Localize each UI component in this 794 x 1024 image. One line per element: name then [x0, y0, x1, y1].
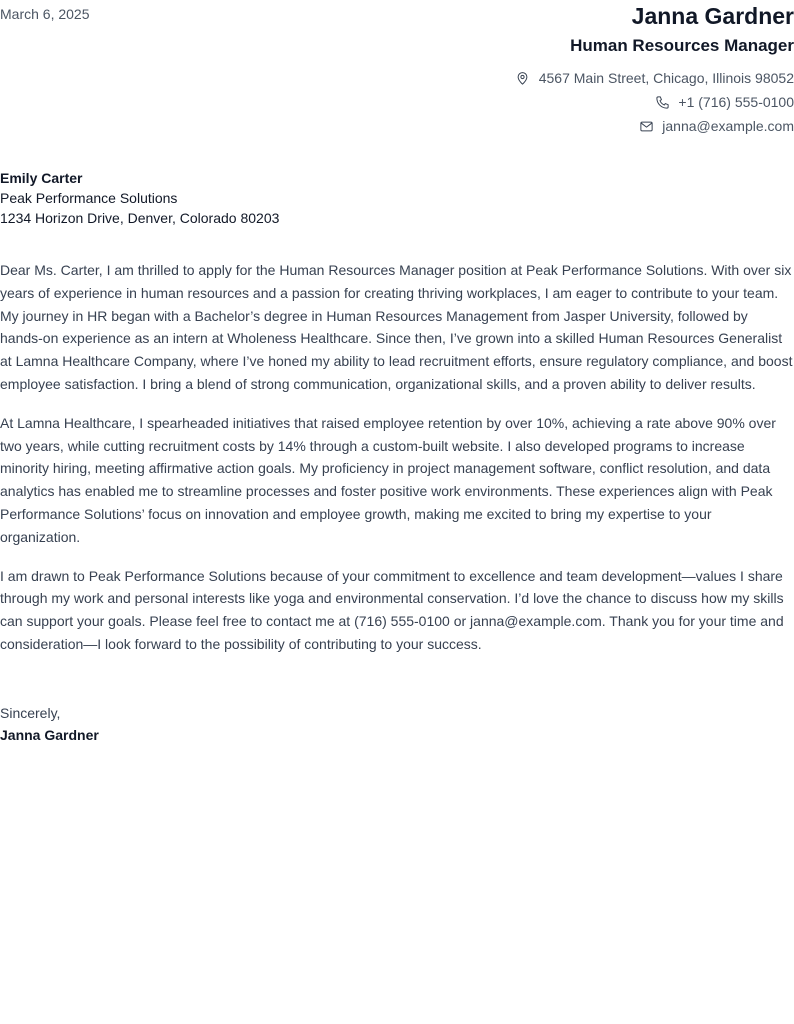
recipient-address: 1234 Horizon Drive, Denver, Colorado 80203: [0, 210, 280, 226]
sender-title: Human Resources Manager: [570, 36, 794, 55]
body-paragraph: I am drawn to Peak Performance Solutions because of your commitment to excellence and team development—values I share through my work and personal interests like yoga and environmental conservation. I’d love the chance to discuss how my skills can support your goals. Please feel free to contact me at (716) 555-0100 or janna@example.com. Thank you for your time and consideration—I look forward to the possibility of contributing to your success.: [0, 567, 784, 652]
sender-phone[interactable]: +1 (716) 555-0100: [678, 94, 794, 110]
contact-list: [515, 66, 794, 138]
letter-date: March 6, 2025: [0, 6, 90, 22]
recipient-company: Peak Performance Solutions: [0, 190, 178, 206]
closing-salutation: Sincerely,: [0, 705, 61, 721]
recipient-block: [0, 168, 279, 228]
phone-icon: [654, 94, 670, 110]
sender-address: 4567 Main Street, Chicago, Illinois 98052: [538, 70, 794, 86]
contact-phone: [515, 90, 794, 114]
mail-icon: [638, 118, 654, 134]
recipient-name: Emily Carter: [0, 170, 83, 186]
body-paragraph: Dear Ms. Carter, I am thrilled to apply for the Human Resources Manager position at Peak Performance Solutions. With over six years of experience in human resources and a passion for creating thriving workplaces, I am eager to contribute to your team. My journey in HR began with a Bachelor’s degree in Human Resources Management from Jasper University, followed by hands-on experience as an intern at Wholeness Healthcare. Since then, I’ve grown into a skilled Human Resources Generalist at Lamna Healthcare Company, where I’ve honed my ability to lead recruitment efforts, ensure regulatory compliance, and boost employee satisfaction. I bring a blend of strong communication, organizational skills, and a proven ability to deliver results.: [0, 262, 793, 392]
sender-block: [515, 0, 794, 138]
contact-email: [515, 114, 794, 138]
letter-closing: [0, 702, 99, 746]
letter-header: [0, 0, 794, 150]
sender-email[interactable]: janna@example.com: [662, 118, 794, 134]
closing-signature-name: Janna Gardner: [0, 727, 99, 743]
contact-address: [515, 66, 794, 90]
map-pin-icon: [515, 70, 531, 86]
letter-body: [0, 259, 794, 672]
sender-name: Janna Gardner: [631, 3, 794, 29]
body-paragraph: At Lamna Healthcare, I spearheaded initiatives that raised employee retention by over 10%, achieving a rate above 90% over two years, while cutting recruitment costs by 14% through a custom-built website. I also developed programs to increase minority hiring, meeting affirmative action goals. My proficiency in project management software, conflict resolution, and data analytics has enabled me to streamline processes and foster positive work environments. These experiences align with Peak Performance Solutions’ focus on innovation and employee growth, making me excited to bring my expertise to your organization.: [0, 414, 776, 545]
